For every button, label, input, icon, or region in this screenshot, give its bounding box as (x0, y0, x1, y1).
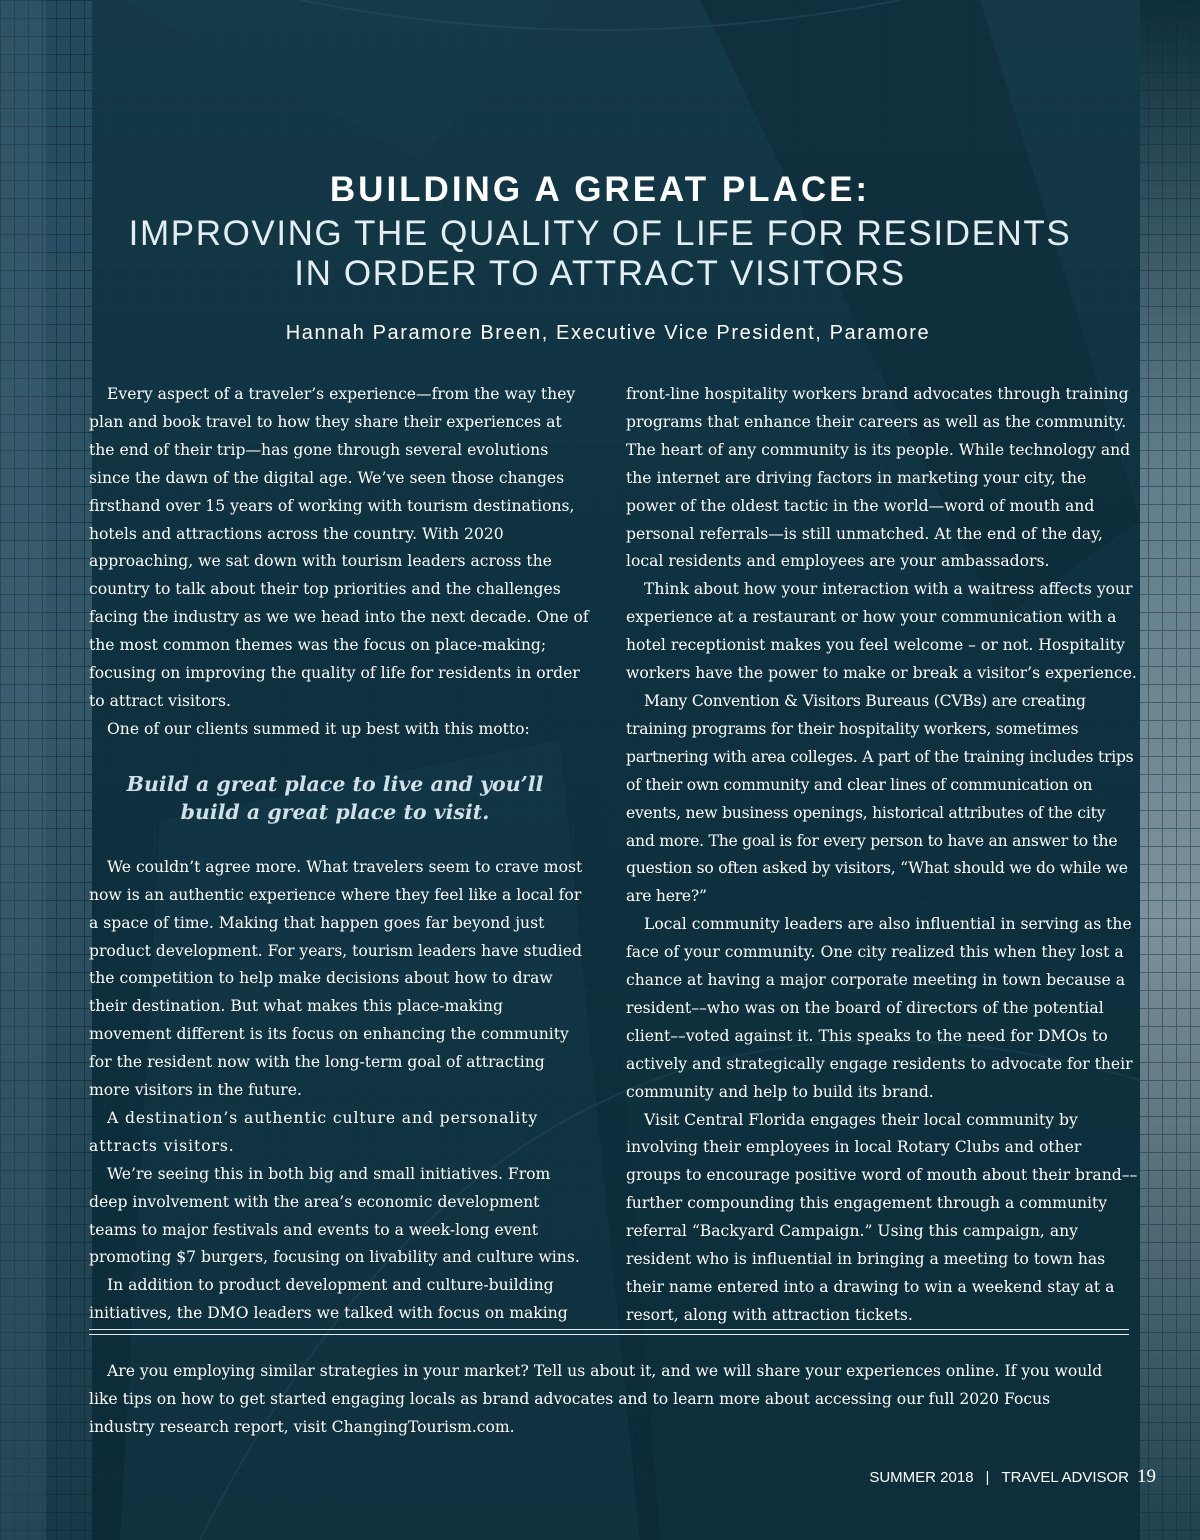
paragraph: front-line hospitality workers brand advocates through training programs that enhance their careers as well as the community. The heart of any community is its people. While technology and the internet are driving factors in marketing your city, the power of the oldest tactic in the world—word of mouth and personal referrals—is still unmatched. At the end of the day, local residents and employees are your ambassadors. (626, 385, 1131, 571)
left-column (89, 381, 589, 1328)
paragraph: A destination’s authentic culture and personality attracts visitors. (89, 1108, 539, 1155)
footer-separator: | (985, 1469, 990, 1486)
divider-rule (89, 1334, 1129, 1335)
paragraph: Many Convention & Visitors Bureaus (CVBs) are creating training programs for their hospitality workers, sometimes partnering with area colleges. A part of the training includes trips of their own community and clear lines of communication on events, new business openings, historical attributes of the city and more. The goal is for every person to have an answer to the question so often asked by visitors, “What should we do while we are here?” (626, 691, 1134, 906)
paragraph: Every aspect of a traveler’s experience—from the way they plan and book travel to how they share their experiences at the end of their trip—has gone through several evolutions since the dawn of the digital age. We’ve seen those changes firsthand over 15 years of working with tourism destinations, hotels and attractions across the country. With 2020 approaching, we sat down with tourism leaders across the country to talk about their top priorities and the challenges facing the industry as we we head into the next decade. One of the most common themes was the focus on place-making; focusing on improving the quality of life for residents in order to attract visitors. (89, 385, 589, 710)
page-number: 19 (1137, 1466, 1156, 1487)
pull-quote-line-2: build a great place to visit. (180, 799, 490, 824)
paragraph: One of our clients summed it up best with this motto: (107, 719, 530, 738)
subheadline-line-2: IN ORDER TO ATTRACT VISITORS (294, 254, 906, 293)
paragraph: In addition to product development and culture-building initiatives, the DMO leaders we talked with focus on making (89, 1276, 568, 1323)
paragraph: Think about how your interaction with a waitress affects your experience at a restaurant or how your communication with a hotel receptionist makes you feel welcome – or not. Hospitality workers have the power to make or break a visitor’s experience. (626, 580, 1137, 683)
headline: BUILDING A GREAT PLACE: (329, 170, 871, 209)
page-footer (869, 1466, 1156, 1488)
issue-label: SUMMER 2018 (869, 1469, 974, 1486)
paragraph: We’re seeing this in both big and small initiatives. From deep involvement with the area’s economic development teams to major festivals and events to a week-long event promoting $7 burgers, focusing on livability and culture wins. (89, 1164, 580, 1267)
subheadline (0, 214, 1200, 294)
author-byline: Hannah Paramore Breen, Executive Vice President, Paramore (285, 322, 931, 344)
pull-quote (89, 770, 589, 826)
pull-quote-line-1: Build a great place to live and you’ll (126, 771, 544, 796)
paragraph: Local community leaders are also influential in serving as the face of your community. One city realized this when they lost a chance at having a major corporate meeting in town because a resident––who was on the board of directors of the potential client––voted against it. This speaks to the need for DMOs to actively and strategically engage residents to advocate for their community and help to build its brand. (626, 915, 1133, 1101)
closing-paragraph: Are you employing similar strategies in your market? Tell us about it, and we will share your experiences online. If you would like tips on how to get started engaging locals as brand advocates and to learn more about accessing our full 2020 Focus industry research report, visit ChangingTourism.com. (89, 1362, 1103, 1436)
right-column (626, 381, 1138, 1330)
publication-name: TRAVEL ADVISOR (1001, 1469, 1129, 1486)
paragraph: We couldn’t agree more. What travelers seem to crave most now is an authentic experience where they feel like a local for a space of time. Making that happen goes far beyond just product development. For years, tourism leaders have studied the competition to help make decisions about how to draw their destination. But what makes this place-making movement different is its focus on enhancing the community for the resident now with the long-term goal of attracting more visitors in the future. (89, 857, 583, 1100)
divider-rule (89, 1329, 1129, 1330)
subheadline-line-1: IMPROVING THE QUALITY OF LIFE FOR RESIDENTS (128, 214, 1072, 253)
paragraph: Visit Central Florida engages their local community by involving their employees in local Rotary Clubs and other groups to encourage positive word of mouth about their brand––further compounding this engagement through a community referral “Backyard Campaign.” Using this campaign, any resident who is influential in bringing a meeting to town has their name entered into a drawing to win a weekend stay at a resort, along with attraction tickets. (626, 1110, 1138, 1324)
